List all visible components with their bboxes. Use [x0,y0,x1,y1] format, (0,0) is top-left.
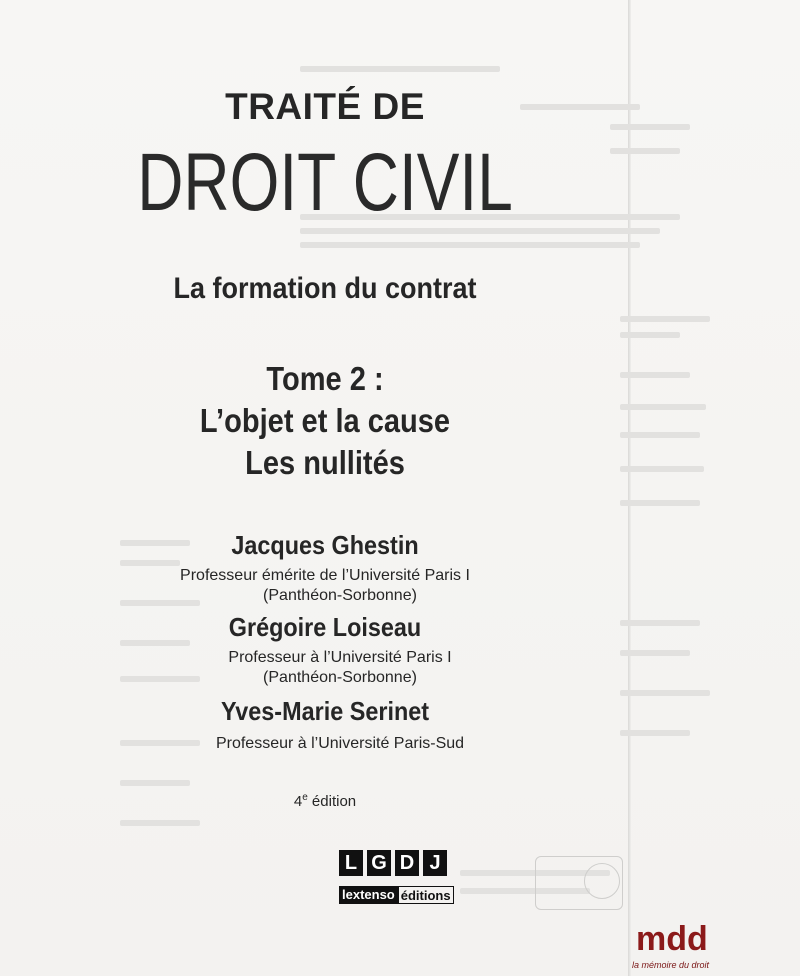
author-affiliation [40,734,610,754]
series-top-text: TRAITÉ DE [225,86,425,127]
series-title-main: DROIT CIVIL [137,137,513,228]
author-affiliation [40,566,610,606]
author-name: Grégoire Loiseau [228,612,422,642]
affiliation-line: Professeur émérite de l’Université Paris I [180,567,470,584]
tome-title: L’objet et la cause [199,402,451,439]
edition-number: 4 [293,793,303,810]
svg-text:mdd: mdd [636,922,708,956]
mdd-watermark-logo [636,922,726,956]
affiliation-line: Professeur à l’Université Paris I [228,649,452,666]
affiliation-line: (Panthéon-Sorbonne) [263,669,417,686]
tome-number: Tome 2 : [266,360,384,397]
imprint-part-a: lextenso [339,886,398,904]
author-affiliation [40,648,610,688]
logo-letter: G [367,850,391,876]
author-name: Yves-Marie Serinet [220,696,430,726]
author-name: Jacques Ghestin [231,530,419,560]
tome-title-2: Les nullités [245,444,405,481]
edition-label [40,792,610,810]
logo-letter: L [339,850,363,876]
imprint-part-b: éditions [398,886,454,904]
lgdj-logo [339,850,447,876]
recycling-stamp [535,856,623,910]
lextenso-logo [339,886,449,904]
book-subtitle: La formation du contrat [173,272,477,305]
stamp-circle-icon [584,863,620,899]
logo-letter: J [423,850,447,876]
edition-suffix: e [302,792,308,803]
watermark-tagline: la mémoire du droit [632,960,710,970]
logo-letter: D [395,850,419,876]
page-fold [628,0,631,976]
affiliation-line: Professeur à l’Université Paris-Sud [215,735,465,752]
series-title-top [40,86,610,128]
edition-text: édition [307,793,357,810]
affiliation-line: (Panthéon-Sorbonne) [263,587,417,604]
tome-block [74,358,576,484]
